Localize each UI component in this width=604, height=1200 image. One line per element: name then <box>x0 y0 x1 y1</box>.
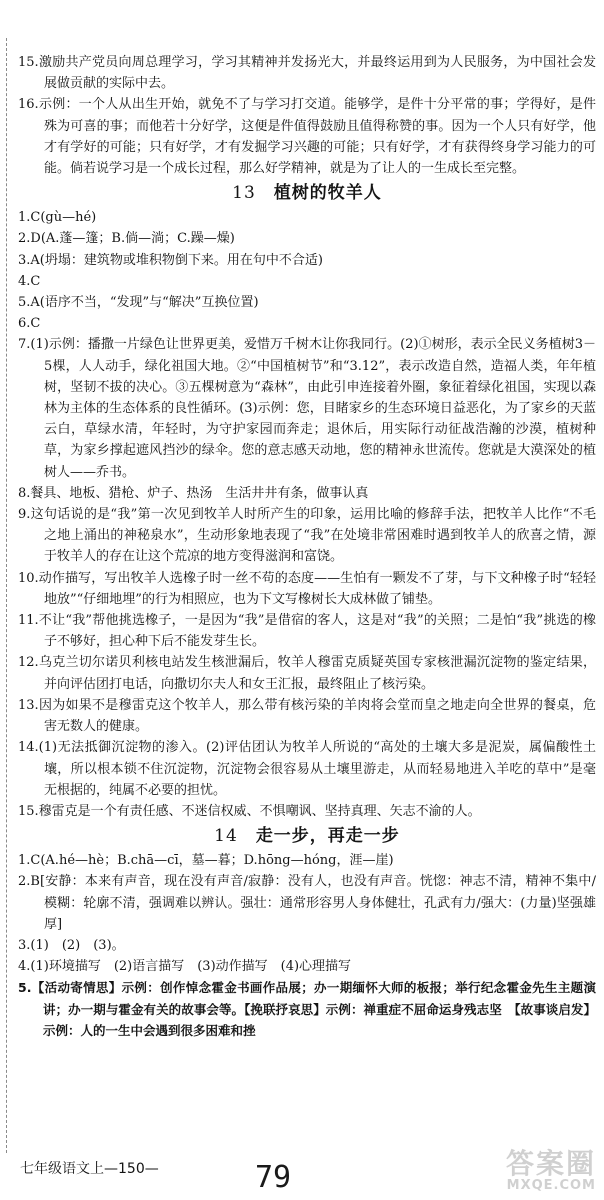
answer-item: 11.不让“我”帮他挑选橡子，一是因为“我”是借宿的客人，这是对“我”的关照；二是怕“我”挑选的橡子不够好，担心种下后不能发芽生长。 <box>18 613 596 650</box>
handwritten-page-number: 79 <box>255 1160 292 1195</box>
answer-item: 15.穆雷克是一个有责任感、不迷信权威、不惧嘲讽、坚持真理、矢志不渝的人。 <box>18 803 481 819</box>
answer-item: 5.【活动寄情思】示例：创作悼念霍金书画作品展；办一期缅怀大师的板报；举行纪念霍金先生主题演讲；办一期与霍金有关的故事会等。【挽联抒哀思】示例：禅重症不屈命运身残志坚 【故事谈启发】示例：人的一生中会遇到很多困难和挫 <box>18 980 596 1038</box>
section-14-number: 14 <box>214 826 238 847</box>
answer-item: 10.动作描写，写出牧羊人选橡子时一丝不苟的态度——生怕有一颗发不了芽，与下文种橡子时“轻轻地放”“仔细地埋”的行为相照应，也为下文写橡树长大成林做了铺垫。 <box>18 570 596 607</box>
answer-item: 3.A(坍塌：建筑物或堆积物倒下来。用在句中不合适) <box>18 252 323 268</box>
answer-item: 5.A(语序不当，“发现”与“解决”互换位置) <box>18 295 259 311</box>
answer-item: 8.餐具、地板、猎枪、炉子、热汤 生活井井有条，做事认真 <box>18 485 369 501</box>
answer-page <box>18 52 596 1041</box>
answer-item: 6.C <box>18 316 41 332</box>
answer-item: 16.示例：一个人从出生开始，就免不了与学习打交道。能够学，是件十分平常的事；学得好，是件殊为可喜的事；而他若十分好学，这便是件值得鼓励且值得称赞的事。因为一个人只有好学，他才有学好的可能；只有好学，才有发掘学习兴趣的可能；只有好学，才有获得终身学习能力的可能。倘若说学习是一个成长过程，那么好学精神，就是为了让人的一生成长至完整。 <box>18 97 596 177</box>
answer-item: 2.D(A.蓬—篷；B.倘—淌；C.躁—燥) <box>18 231 235 247</box>
left-margin-rule <box>6 38 7 1153</box>
answer-item: 1.C(gù—hé) <box>18 210 97 226</box>
watermark <box>446 1147 596 1194</box>
answer-item: 4.C <box>18 273 41 289</box>
answer-item: 15.激励共产党员向周总理学习，学习其精神并发扬光大，并最终运用到为人民服务，为中国社会发展做贡献的实际中去。 <box>18 55 596 92</box>
watermark-url: MXQE.COM <box>506 1178 596 1193</box>
section-13-heading <box>18 179 596 207</box>
answer-item: 7.(1)示例：播撒一片绿色让世界更美，爱惜万千树木让你我同行。(2)①树形，表示全民义务植树3－5棵，人人动手，绿化祖国大地。②“中国植树节”和“3.12”，表示改造自然，造福人类，年年植树，坚韧不拔的决心。③五棵树意为“森林”，由此引申连接着外圈，象征着绿化祖国，实现以森林为主体的生态体系的良性循环。(3)示例：您，目睹家乡的生态环境日益恶化，为了家乡的天蓝云白，草绿水清，年轻时，为守护家园而奔走；退休后，用实际行动征战浩瀚的沙漠，植树种草，为家乡撑起遮风挡沙的绿伞。您的意志感天动地，您的精神永世流传。您就是大漠深处的植树人——乔书。 <box>18 337 596 480</box>
footer-label: 七年级语文上—150— <box>20 1161 159 1177</box>
answer-item: 4.(1)环境描写 (2)语言描写 (3)动作描写 (4)心理描写 <box>18 959 352 975</box>
answer-item: 14.(1)无法抵御沉淀物的渗入。(2)评估团认为牧羊人所说的“高处的土壤大多是泥炭，属偏酸性土壤，所以根本锁不住沉淀物，沉淀物会很容易从土壤里游走，从而轻易地进入羊吃的草中”是毫无根据的，纯属不必要的担忧。 <box>18 740 596 798</box>
answer-item: 13.因为如果不是穆雷克这个牧羊人，那么带有核污染的羊肉将会堂而皇之地走向全世界的餐桌，危害无数人的健康。 <box>18 697 596 735</box>
section-13-title: 植树的牧羊人 <box>273 183 382 204</box>
answer-item: 1.C(A.hé—hè；B.chā—cī，墓—暮；D.hōng—hóng，涯—崖) <box>18 853 394 869</box>
answer-item: 12.乌克兰切尔诺贝利核电站发生核泄漏后，牧羊人穆雷克质疑英国专家核泄漏沉淀物的鉴定结果，并向评估团打电话，向撒切尔夫人和女王汇报，最终阻止了核污染。 <box>18 655 596 692</box>
section-14-title: 走一步，再走一步 <box>255 826 400 847</box>
section-14-heading <box>18 822 596 850</box>
answer-item: 3.(1) (2) (3)。 <box>18 937 125 953</box>
answer-item: 2.B[安静：本来有声音，现在没有声音/寂静：没有人，也没有声音。恍惚：神志不清，精神不集中/模糊：轮廓不清，强调难以辨认。强壮：通常形容男人身体健壮，孔武有力/强大：(力量)坚强雄厚] <box>18 874 596 932</box>
watermark-logo: 答案圈 <box>505 1147 596 1180</box>
section-13-number: 13 <box>232 183 256 204</box>
answer-item: 9.这句话说的是“我”第一次见到牧羊人时所产生的印象，运用比喻的修辞手法，把牧羊人比作“不毛之地上涌出的神秘泉水”，生动形象地表现了“我”在处境非常困难时遇到牧羊人的欣喜之情，源于牧羊人的存在让这个荒凉的地方变得滋润和富饶。 <box>18 507 596 565</box>
